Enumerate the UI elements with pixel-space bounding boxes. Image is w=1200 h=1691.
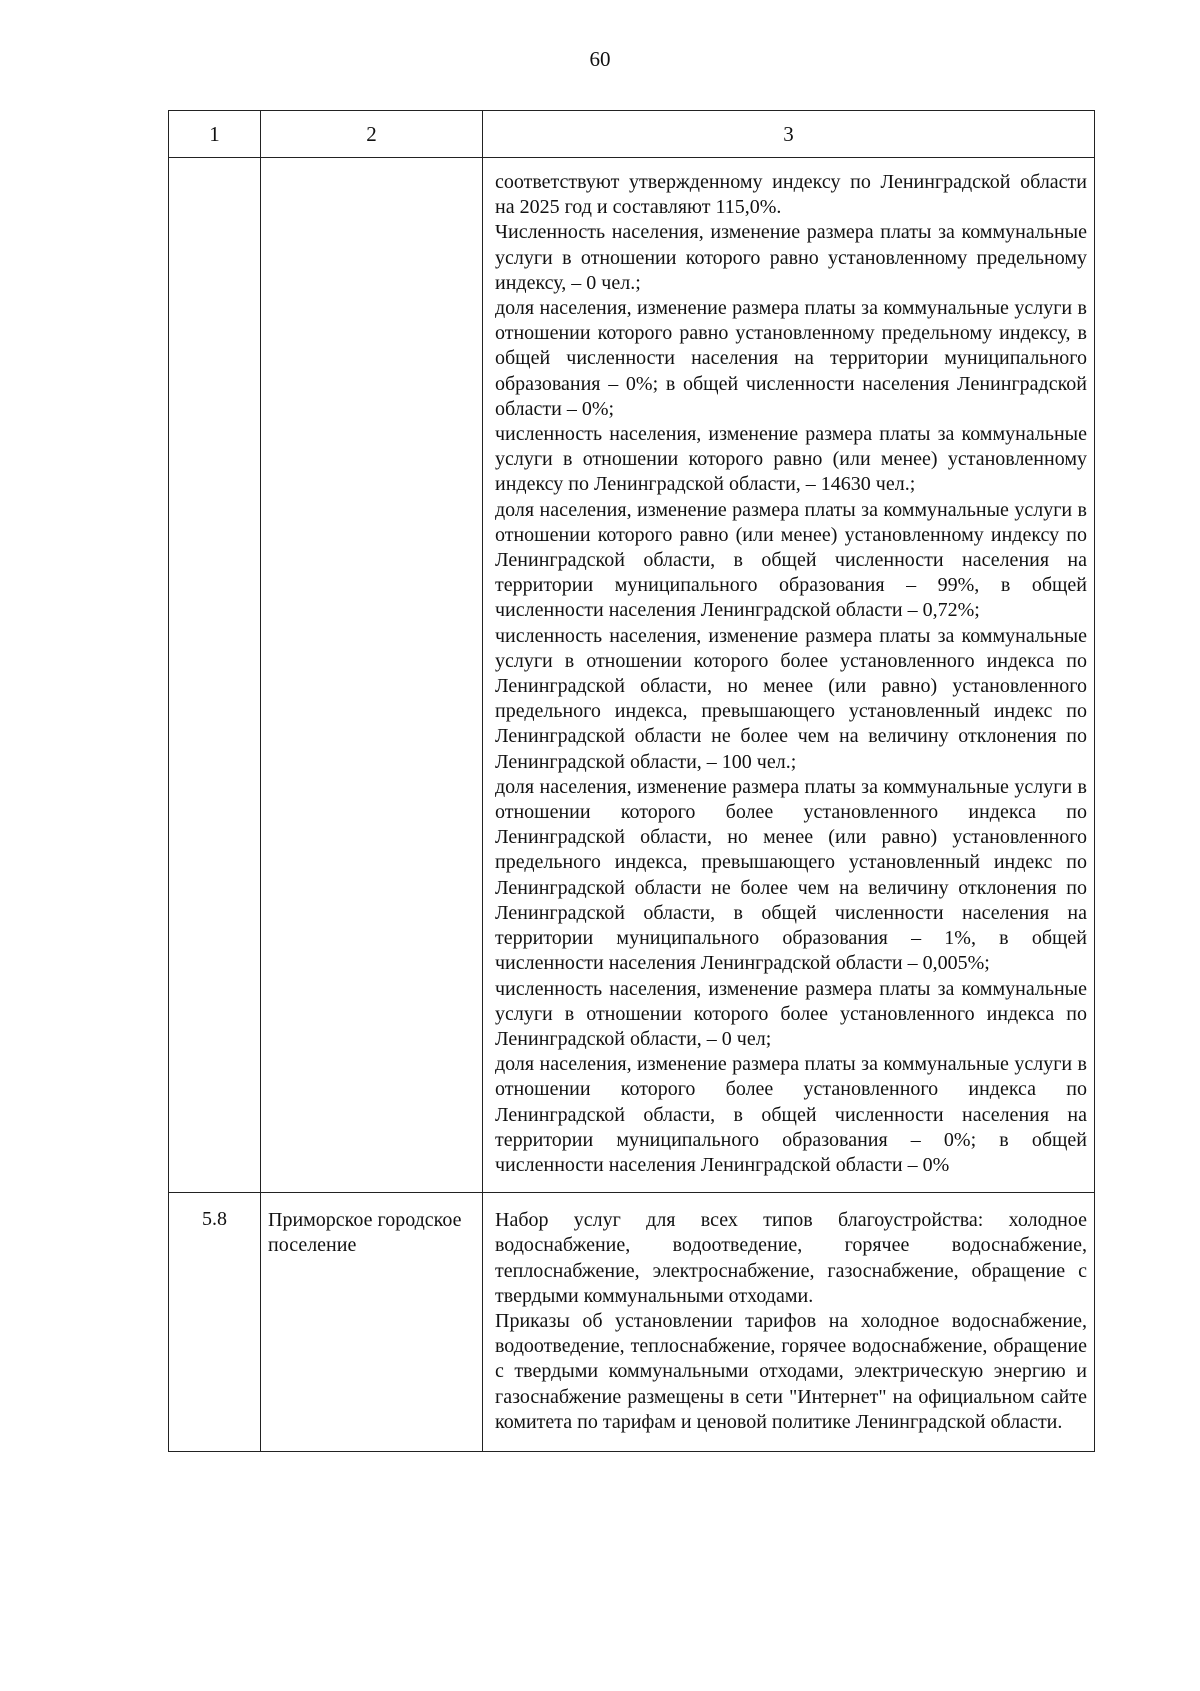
table-row xyxy=(169,1193,1095,1452)
paragraph: Численность населения, изменение размера платы за коммунальные услуги в отношении которого равно установленному предельному индексу, – 0 чел.; xyxy=(495,221,1087,294)
paragraph: численность населения, изменение размера платы за коммунальные услуги в отношении которого более установленного индекса по Ленинградской области, но менее (или равно) установленного предельного индекса, превышающего установленный индекс по Ленинградской области не более чем на величину отклонения по Ленинградской области, – 100 чел.; xyxy=(495,624,1087,773)
header-col-2: 2 xyxy=(261,111,483,158)
tariff-table xyxy=(168,110,1095,1452)
table-row xyxy=(169,158,1095,1193)
settlement-name: Приморское городское поселение xyxy=(261,1193,483,1452)
paragraph: Приказы об установлении тарифов на холодное водоснабжение, водоотведение, теплоснабжение, горячее водоснабжение, обращение с твердыми коммунальными отходами, электрическую энергию и газоснабжение размещены в сети "Интернет" на официальном сайте комитета по тарифам и ценовой политике Ленинградской области. xyxy=(495,1309,1087,1433)
row-number xyxy=(169,158,261,1193)
description-cell xyxy=(483,1193,1095,1452)
paragraph: численность населения, изменение размера платы за коммунальные услуги в отношении которого равно (или менее) установленному индексу по Ленинградской области, – 14630 чел.; xyxy=(495,423,1087,496)
paragraph: доля населения, изменение размера платы за коммунальные услуги в отношении которого более установленного индекса по Ленинградской области, но менее (или равно) установленного предельного индекса, превышающего установленный индекс по Ленинградской области не более чем на величину отклонения по Ленинградской области, в общей численности населения на территории муниципального образования – 1%, в общей численности населения Ленинградской области – 0,005%; xyxy=(495,775,1087,975)
header-col-1: 1 xyxy=(169,111,261,158)
paragraph: доля населения, изменение размера платы за коммунальные услуги в отношении которого более установленного индекса по Ленинградской области, в общей численности населения на территории муниципального образования – 0%; в общей численности населения Ленинградской области – 0% xyxy=(495,1053,1087,1176)
page-number: 60 xyxy=(589,47,611,71)
paragraph: Набор услуг для всех типов благоустройства: холодное водоснабжение, водоотведение, горячее водоснабжение, теплоснабжение, электроснабжение, газоснабжение, обращение с твердыми коммунальными отходами. xyxy=(495,1209,1087,1307)
paragraph: доля населения, изменение размера платы за коммунальные услуги в отношении которого равно установленному предельному индексу, в общей численности населения на территории муниципального образования – 0%; в общей численности населения Ленинградской области – 0%; xyxy=(495,297,1087,420)
header-col-3: 3 xyxy=(483,111,1095,158)
row-number: 5.8 xyxy=(169,1193,261,1452)
paragraph: соответствуют утвержденному индексу по Ленинградской области на 2025 год и составляют 115,0%. xyxy=(495,171,1087,219)
paragraph: доля населения, изменение размера платы за коммунальные услуги в отношении которого равно (или менее) установленному индексу по Ленинградской области, в общей численности населения на территории муниципального образования – 99%, в общей численности населения Ленинградской области – 0,72%; xyxy=(495,498,1087,622)
settlement-name xyxy=(261,158,483,1193)
description-cell xyxy=(483,158,1095,1193)
paragraph: численность населения, изменение размера платы за коммунальные услуги в отношении которого более установленного индекса по Ленинградской области, – 0 чел; xyxy=(495,977,1087,1050)
table-header-row xyxy=(169,111,1095,158)
